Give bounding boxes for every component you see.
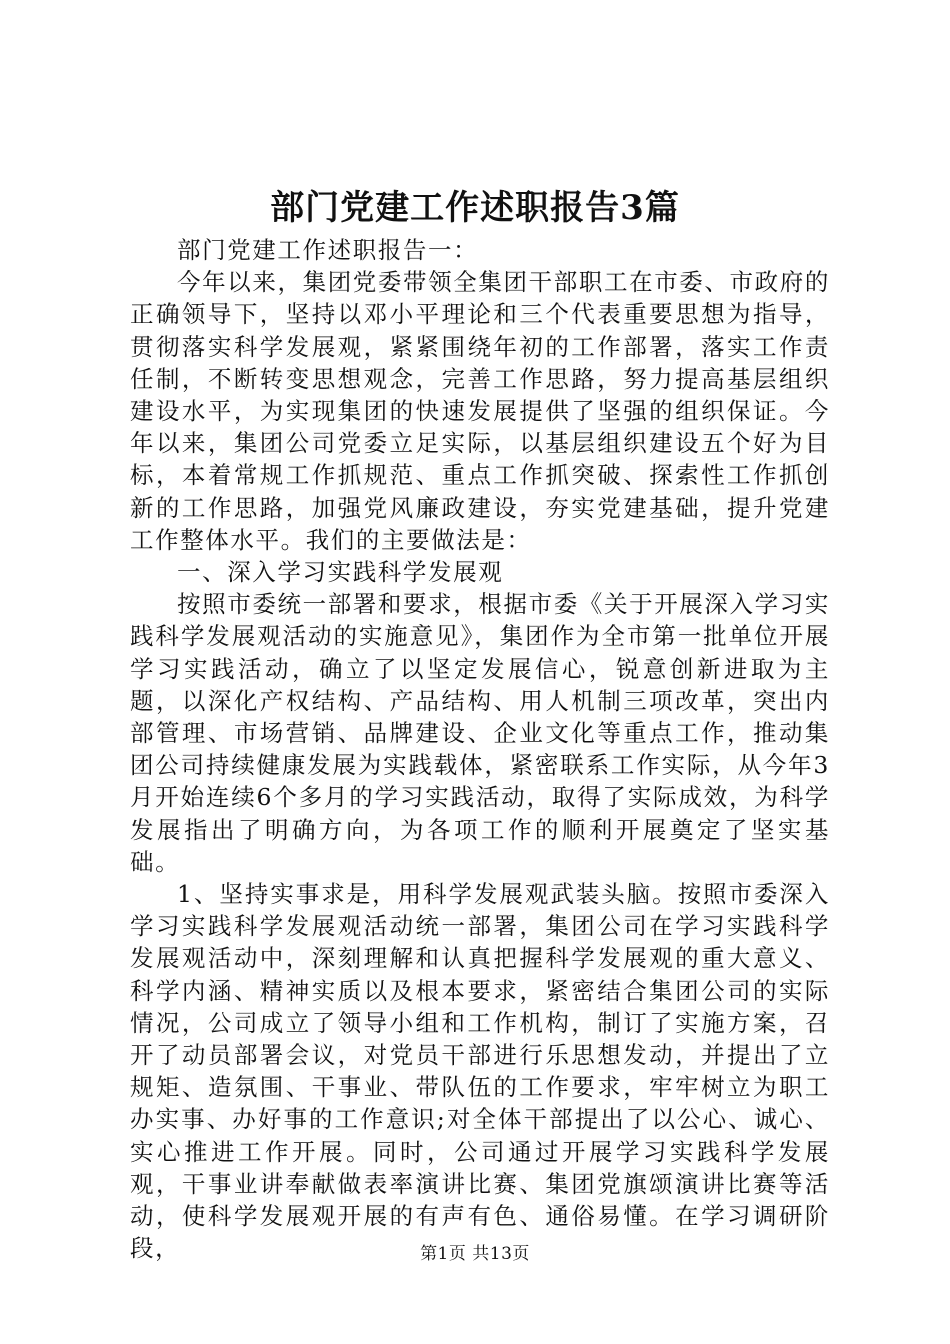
paragraph-item-1: 1、坚持实事求是，用科学发展观武装头脑。按照市委深入学习实践科学发展观活动统一部署，集团公司在学习实践科学发展观活动中，深刻理解和认真把握科学发展观的重大意义、科学内涵、精神实质以及根本要求，紧密结合集团公司的实际情况，公司成立了领导小组和工作机构，制订了实施方案，召开了动员部署会议，对党员干部进行乐思想发动，并提出了立规矩、造氛围、干事业、带队伍的工作要求，牢牢树立为职工办实事、办好事的工作意识;对全体干部提出了以公心、诚心、实心推进工作开展。同时，公司通过开展学习实践科学发展观，干事业讲奉献做表率演讲比赛、集团党旗颂演讲比赛等活动，使科学发展观开展的有声有色、通俗易懂。在学习调研阶段， (130, 880, 830, 1263)
section-heading: 一、深入学习实践科学发展观 (177, 558, 504, 587)
paragraph-intro: 今年以来，集团党委带领全集团干部职工在市委、市政府的正确领导下，坚持以邓小平理论和三个代表重要思想为指导，贯彻落实科学发展观，紧紧围绕年初的工作部署，落实工作责任制，不断转变思想观念，完善工作思路，努力提高基层组织建设水平，为实现集团的快速发展提供了坚强的组织保证。今年以来，集团公司党委立足实际，以基层组织建设五个好为目标，本着常规工作抓规范、重点工作抓突破、探索性工作抓创新的工作思路，加强党风廉政建设，夯实党建基础，提升党建工作整体水平。我们的主要做法是： (130, 268, 830, 554)
page-footer: 第1页 共13页 (420, 1244, 530, 1264)
document-body (130, 234, 830, 1265)
document-title: 部门党建工作述职报告3篇 (270, 188, 680, 228)
paragraph-section-1: 按照市委统一部署和要求，根据市委《关于开展深入学习实践科学发展观活动的实施意见》，集团作为全市第一批单位开展学习实践活动，确立了以坚定发展信心，锐意创新进取为主题，以深化产权结构、产品结构、用人机制三项改革，突出内部管理、市场营销、品牌建设、企业文化等重点工作，推动集团公司持续健康发展为实践载体，紧密联系工作实际，从今年3月开始连续6个多月的学习实践活动，取得了实际成效，为科学发展指出了明确方向，为各项工作的顺利开展奠定了坚实基础。 (130, 590, 830, 876)
report-heading: 部门党建工作述职报告一： (177, 236, 479, 264)
